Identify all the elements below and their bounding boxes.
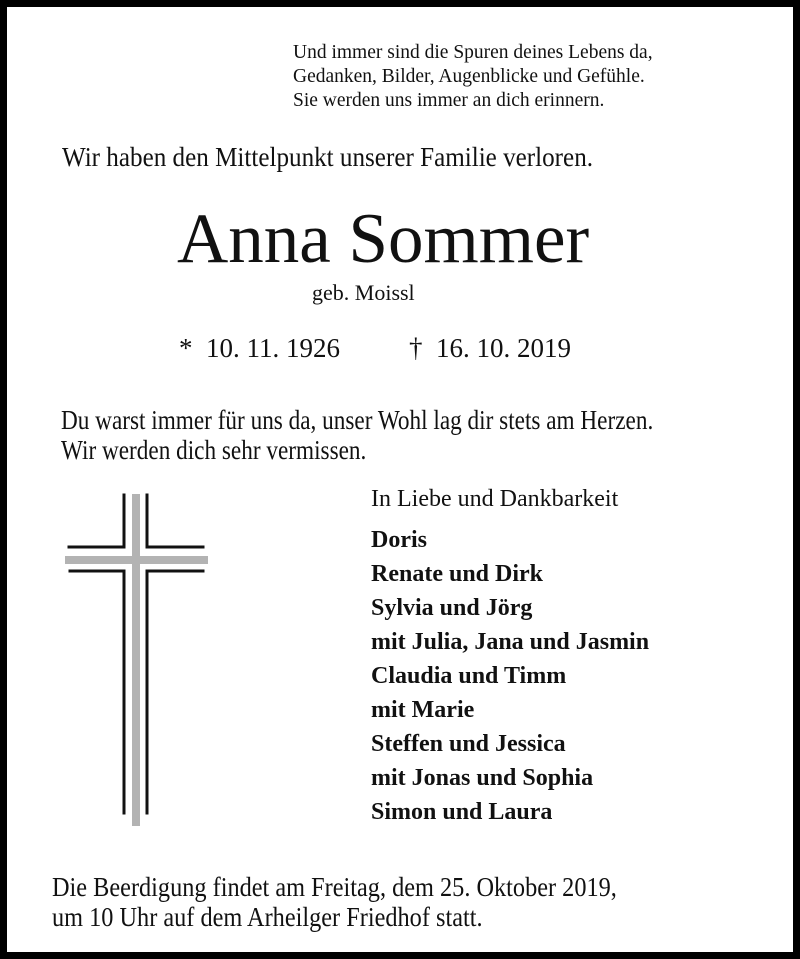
family-member: Renate und Dirk	[371, 561, 544, 587]
family-member: Doris	[371, 527, 427, 553]
maiden-name: geb. Moissl	[312, 280, 415, 305]
family-member: mit Julia, Jana und Jasmin	[371, 629, 650, 655]
family-list	[371, 523, 649, 829]
farewell-message	[61, 405, 653, 465]
closing-line: In Liebe und Dankbarkeit	[371, 486, 619, 512]
death-date: † 16. 10. 2019	[409, 333, 571, 363]
funeral-line: um 10 Uhr auf dem Arheilger Friedhof statt.	[52, 902, 483, 932]
family-member: Steffen und Jessica	[371, 731, 566, 757]
life-dates	[179, 332, 571, 364]
deceased-name: Anna Sommer	[177, 200, 590, 278]
message-line: Wir werden dich sehr vermissen.	[61, 435, 367, 465]
family-member: mit Jonas und Sophia	[371, 765, 594, 791]
birth-symbol: *	[179, 333, 193, 363]
family-member: Sylvia und Jörg	[371, 595, 533, 621]
memorial-poem	[293, 41, 653, 113]
cross-icon	[62, 492, 212, 832]
family-member: Simon und Laura	[371, 799, 553, 825]
funeral-info	[52, 872, 617, 932]
family-member: Claudia und Timm	[371, 663, 567, 689]
intro-line: Wir haben den Mittelpunkt unserer Familie verloren.	[62, 142, 594, 172]
family-member: mit Marie	[371, 697, 475, 723]
birth-date: * 10. 11. 1926	[179, 333, 340, 363]
death-symbol: †	[409, 333, 423, 363]
message-line: Du warst immer für uns da, unser Wohl lag dir stets am Herzen.	[61, 405, 654, 435]
poem-line: Sie werden uns immer an dich erinnern.	[293, 90, 605, 111]
poem-line: Und immer sind die Spuren deines Lebens da,	[293, 42, 653, 63]
poem-line: Gedanken, Bilder, Augenblicke und Gefühle.	[293, 66, 645, 87]
funeral-line: Die Beerdigung findet am Freitag, dem 25. Oktober 2019,	[52, 872, 617, 902]
